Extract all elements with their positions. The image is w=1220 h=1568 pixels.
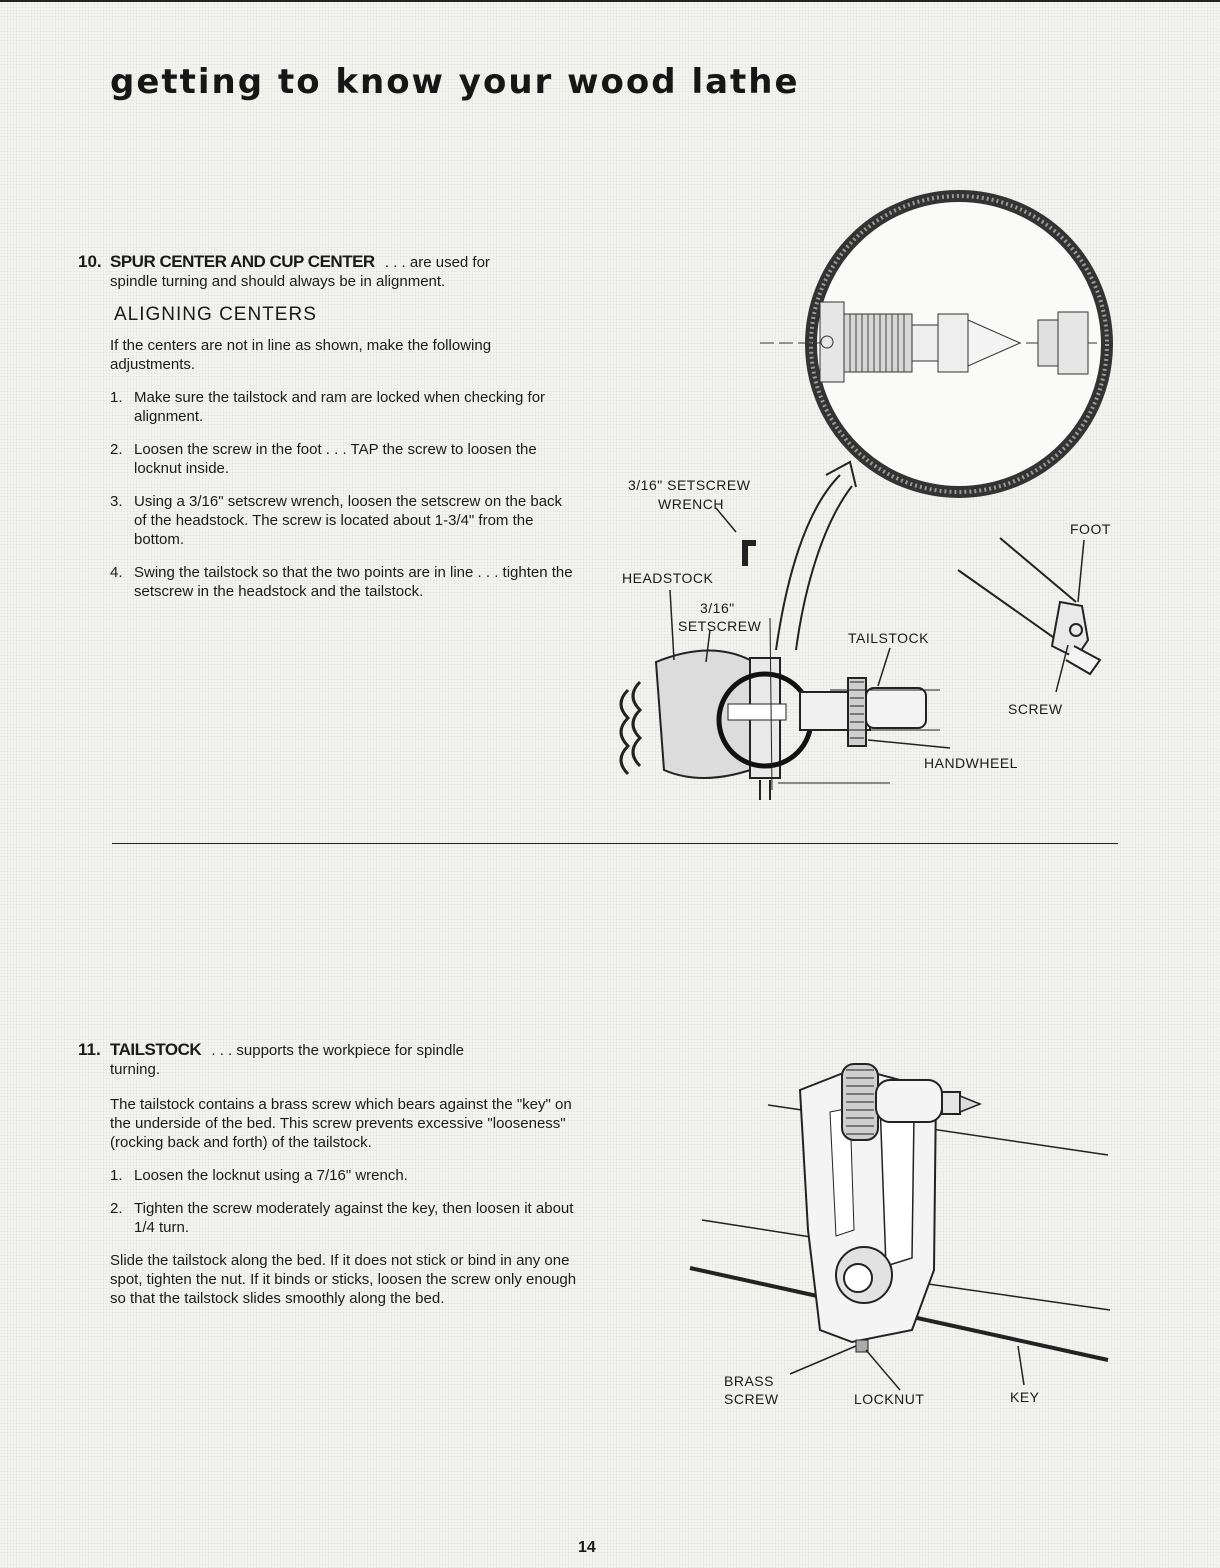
section-tailstock (78, 1040, 578, 1308)
brass-label-line1: BRASS (724, 1373, 774, 1389)
section-spur-center (78, 252, 578, 601)
handwheel-label: HANDWHEEL (924, 755, 1018, 771)
intro-paragraph: If the centers are not in line as shown, make the following adjustments. (110, 337, 492, 373)
step-number: 1. (110, 389, 123, 406)
outro-paragraph: Slide the tailstock along the bed. If it does not stick or bind in any one spot, tighten the nut. If it binds or sticks, loosen the screw only enough so that the tailstock slides smoothly along the bed. (110, 1252, 577, 1307)
swing-arrow-icon (776, 462, 856, 650)
page-title: getting to know your wood lathe (110, 62, 800, 102)
tailstock-figure (680, 1030, 1120, 1420)
section-heading-key: SPUR CENTER AND CUP CENTER (110, 252, 375, 271)
step-number: 1. (110, 1167, 123, 1184)
step-item (110, 440, 578, 478)
magnified-view-circle (760, 196, 1107, 492)
section-heading-rest: . . . are used for (384, 254, 490, 271)
step-item (110, 1199, 578, 1237)
step-number: 2. (110, 441, 123, 458)
brass-label-line2: SCREW (724, 1391, 779, 1407)
step-text: Loosen the locknut using a 7/16" wrench. (134, 1167, 408, 1184)
step-text: Make sure the tailstock and ram are locked when checking for alignment. (134, 389, 546, 425)
tailstock-body-drawing (690, 1064, 1110, 1360)
step-text: Loosen the screw in the foot . . . TAP the screw to loosen the locknut inside. (134, 441, 537, 477)
wrench-label-line2: WRENCH (658, 496, 724, 512)
section-10-heading (78, 252, 578, 272)
page-number: 14 (578, 1539, 596, 1556)
intro-paragraph: The tailstock contains a brass screw which bears against the "key" on the underside of the bed. This screw prevents excessive "looseness" (rocking back and forth) of the tailstock. (110, 1096, 572, 1151)
key-label: KEY (1010, 1389, 1040, 1405)
locknut-label: LOCKNUT (854, 1391, 925, 1407)
step-text: Swing the tailstock so that the two points are in line . . . tighten the setscrew in the headstock and the tailstock. (134, 564, 573, 600)
top-border-line (0, 0, 1220, 2)
step-item (110, 492, 578, 549)
setscrew-label-line2: SETSCREW (678, 618, 762, 634)
section-number: 10. (78, 252, 102, 271)
step-item (110, 563, 578, 601)
sub-heading-aligning-centers: ALIGNING CENTERS (114, 304, 317, 325)
step-item (110, 388, 578, 426)
screw-label: SCREW (1008, 701, 1063, 717)
step-text: Using a 3/16" setscrew wrench, loosen the setscrew on the back of the headstock. The screw is located about 1-3/4" from the bottom. (134, 493, 563, 548)
section-number: 11. (78, 1040, 101, 1059)
step-item (110, 1166, 578, 1185)
step-number: 3. (110, 493, 123, 510)
headstock-label: HEADSTOCK (622, 570, 714, 586)
section-heading-rest: . . . supports the workpiece for spindle (211, 1042, 465, 1059)
step-number: 4. (110, 564, 123, 581)
setscrew-wrench-icon (716, 508, 756, 566)
wrench-label-line1: 3/16" SETSCREW (628, 477, 751, 493)
section-divider (112, 843, 1118, 844)
step-number: 2. (110, 1200, 123, 1217)
section-heading-continued: turning. (110, 1061, 161, 1078)
section-heading-continued: spindle turning and should always be in alignment. (110, 273, 446, 290)
foot-label: FOOT (1070, 521, 1111, 537)
tailstock-foot-drawing (958, 538, 1100, 692)
section-heading-key: TAILSTOCK (110, 1040, 202, 1059)
step-text: Tighten the screw moderately against the key, then loosen it about 1/4 turn. (134, 1200, 574, 1236)
aligning-centers-figure (600, 190, 1120, 820)
section-11-heading (78, 1040, 578, 1060)
tailstock-label: TAILSTOCK (848, 630, 930, 646)
setscrew-label-line1: 3/16" (700, 600, 735, 616)
